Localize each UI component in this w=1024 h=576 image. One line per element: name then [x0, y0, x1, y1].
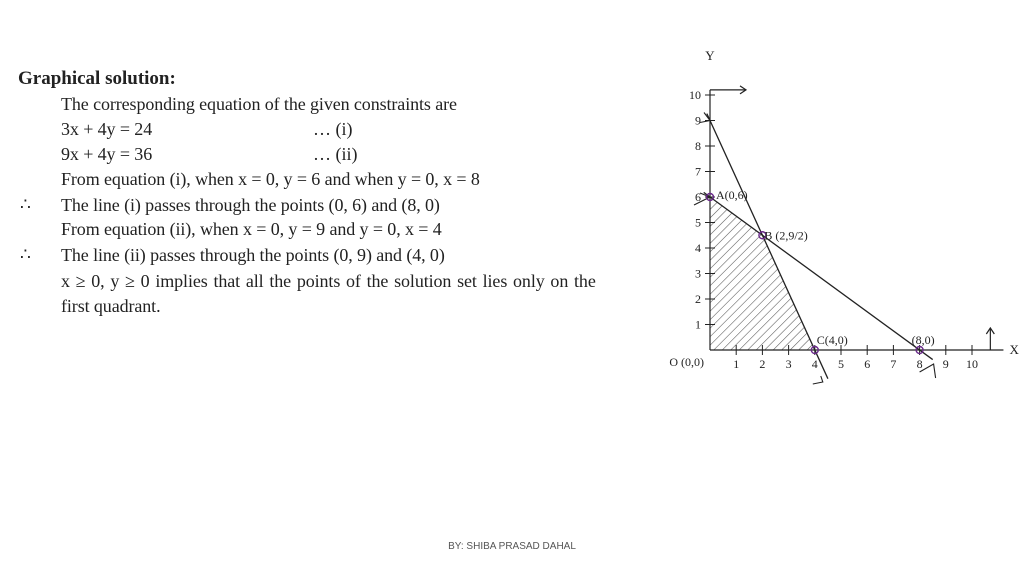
x-tick-label: 2 [759, 357, 766, 371]
x-tick-label: 7 [890, 357, 897, 371]
footer-credit: BY: SHIBA PRASAD DAHAL [448, 541, 576, 552]
point-label-c: C(4,0) [816, 333, 848, 347]
text-line-7: The line (ii) passes through the points (0, 9) and (4, 0) [61, 245, 445, 265]
x-tick-label: 1 [733, 357, 740, 371]
x-tick-label: 3 [785, 357, 792, 371]
lpp-graph [640, 47, 1020, 410]
text-line-9: first quadrant. [61, 296, 161, 316]
therefore-symbol-2: ∴ [20, 245, 31, 264]
section-heading: Graphical solution: [18, 68, 176, 89]
y-tick-label: 10 [689, 88, 701, 102]
line-end-arrow [813, 376, 823, 384]
text-line-4: From equation (i), when x = 0, y = 6 and when y = 0, x = 8 [61, 169, 480, 189]
therefore-symbol-1: ∴ [20, 195, 31, 214]
feasible-region [710, 197, 815, 350]
text-line-6: From equation (ii), when x = 0, y = 9 and y = 0, x = 4 [61, 219, 442, 239]
x-axis-label: X [1009, 342, 1019, 357]
text-line-1: The corresponding equation of the given constraints are [61, 94, 457, 114]
point-label-a: A(0,6) [716, 188, 748, 202]
y-tick-label: 5 [695, 215, 701, 230]
x-tick-label: 10 [966, 357, 978, 371]
x-tick-label: 5 [838, 357, 844, 371]
y-tick-label: 8 [695, 139, 701, 153]
y-tick-label: 2 [695, 292, 701, 306]
y-axis-label: Y [705, 47, 715, 63]
x-tick-label: 4 [811, 357, 818, 371]
y-tick-label: 1 [695, 317, 701, 332]
equation-1-ref: … (i) [313, 119, 353, 139]
x-tick-label: 8 [916, 357, 923, 371]
point-label-d: (8,0) [911, 333, 935, 347]
equation-2-ref: … (ii) [313, 144, 358, 164]
y-tick-label: 4 [695, 241, 701, 255]
text-line-8: x ≥ 0, y ≥ 0 implies that all the points of the solution set lies only on the [61, 271, 596, 291]
x-tick-label: 9 [942, 357, 949, 371]
equation-1: 3x + 4y = 24 [61, 119, 153, 139]
y-tick-label: 7 [695, 164, 701, 179]
y-tick-label: 6 [695, 190, 701, 204]
origin-label: O (0,0) [669, 355, 704, 369]
text-line-5: The line (i) passes through the points (0, 6) and (8, 0) [61, 195, 440, 215]
point-label-b: B (2,9/2) [764, 228, 808, 243]
x-tick-label: 6 [864, 357, 871, 371]
y-tick-label: 9 [695, 113, 701, 128]
y-tick-label: 3 [695, 266, 701, 281]
equation-2: 9x + 4y = 36 [61, 144, 153, 164]
